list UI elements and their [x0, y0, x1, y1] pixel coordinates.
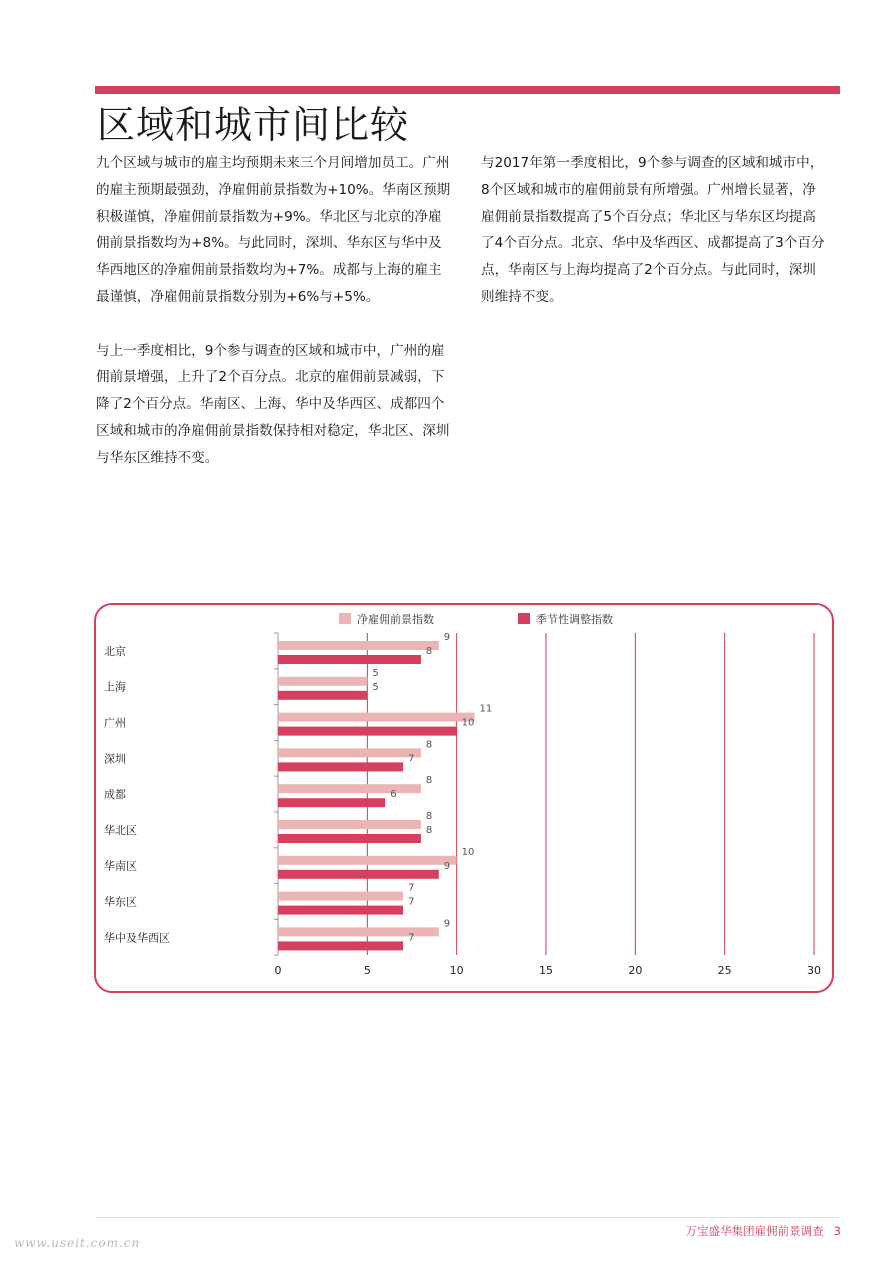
category-label: 华南区 [104, 859, 137, 873]
bar-value-label: 8 [425, 811, 433, 822]
bar-value-label: 9 [443, 860, 451, 872]
bar-value-label: 8 [425, 646, 433, 657]
x-tick-label: 25 [717, 964, 732, 977]
bar-value-label: 7 [408, 753, 415, 765]
bar-value-label: 7 [408, 896, 415, 908]
bar [278, 820, 421, 829]
bar [278, 784, 421, 793]
bar [278, 691, 367, 700]
bar-value-label: 11 [479, 703, 493, 715]
bar-value-label: 5 [372, 681, 379, 693]
bar [278, 906, 403, 915]
paragraph-net-outlook: 九个区域与城市的雇主均预期未来三个月间增加员工。广州的雇主预期最强劲，净雇佣前景指数为+10%。华南区预期积极谨慎，净雇佣前景指数为+9%。华北区与北京的净雇佣前景指数均为+8%。与此同时，深圳、华东区与华中及华西地区的净雇佣前景指数均为+7%。成都与上海的雇主最谨慎，净雇佣前景指数分别为+6%与+5%。 [96, 155, 451, 305]
bar [278, 727, 457, 736]
top-accent-rule [95, 86, 840, 94]
bar [278, 856, 457, 865]
bar-value-label: 9 [443, 632, 451, 643]
bar-value-label: 7 [408, 882, 415, 894]
bar [278, 798, 385, 807]
page-number: 3 [833, 1224, 841, 1238]
page-title: 区域和城市间比较 [97, 103, 410, 147]
category-label: 深圳 [104, 752, 126, 766]
bar [278, 892, 403, 901]
bar [278, 713, 475, 722]
bar-chart [94, 603, 834, 993]
bar [278, 677, 367, 686]
x-tick-label: 0 [274, 964, 282, 977]
category-label: 上海 [104, 680, 126, 694]
legend-label-seasonal: 季节性调整指数 [536, 613, 613, 626]
bar [278, 641, 439, 650]
bar-value-label: 6 [390, 789, 397, 801]
footer [686, 1223, 841, 1239]
bar [278, 870, 439, 879]
bar [278, 748, 421, 757]
bar [278, 941, 403, 950]
right-text-column [481, 150, 826, 338]
paragraph-quarter-compare: 与上一季度相比，9个参与调查的区域和城市中，广州的雇佣前景增强，上升了2个百分点。北京的雇佣前景减弱，下降了2个百分点。华南区、上海、华中及华西区、成都四个区域和城市的净雇佣前景指数保持相对稳定，华北区、深圳与华东区维持不变。 [96, 342, 450, 466]
category-label: 成都 [104, 788, 126, 802]
category-label: 华东区 [104, 895, 137, 909]
bar [278, 927, 439, 936]
bar-value-label: 8 [425, 739, 433, 751]
bar-value-label: 7 [408, 932, 415, 944]
category-label: 北京 [104, 644, 126, 658]
bar-value-label: 8 [425, 825, 433, 836]
bar-value-label: 10 [461, 846, 475, 858]
bar [278, 834, 421, 843]
x-tick-label: 5 [363, 964, 371, 977]
paragraph-year-compare: 与2017年第一季度相比，9个参与调查的区域和城市中，8个区域和城市的雇佣前景有所增强。广州增长显著，净雇佣前景指数提高了5个百分点；华北区与华东区均提高了4个百分点。北京、华中及华西区、成都提高了3个百分点，华南区与上海均提高了2个百分点。与此同时，深圳则维持不变。 [481, 155, 825, 305]
category-label: 华中及华西区 [104, 931, 170, 945]
left-text-column [96, 150, 451, 498]
category-label: 广州 [104, 716, 126, 730]
x-tick-label: 10 [449, 964, 464, 977]
x-tick-label: 30 [807, 964, 821, 977]
bar-value-label: 5 [372, 667, 379, 679]
footer-divider [95, 1217, 840, 1218]
x-tick-label: 15 [539, 964, 553, 977]
bar [278, 762, 403, 771]
footer-publication-title: 万宝盛华集团雇佣前景调查 [685, 1224, 824, 1238]
x-tick-label: 20 [628, 964, 643, 977]
bar-value-label: 9 [443, 918, 451, 930]
bar [278, 655, 421, 664]
category-label: 华北区 [104, 823, 137, 837]
bar-value-label: 10 [461, 717, 475, 729]
bar-value-label: 8 [425, 775, 433, 787]
watermark: www.useit.com.cn [14, 1236, 141, 1250]
legend-label-net: 净雇佣前景指数 [357, 613, 434, 626]
